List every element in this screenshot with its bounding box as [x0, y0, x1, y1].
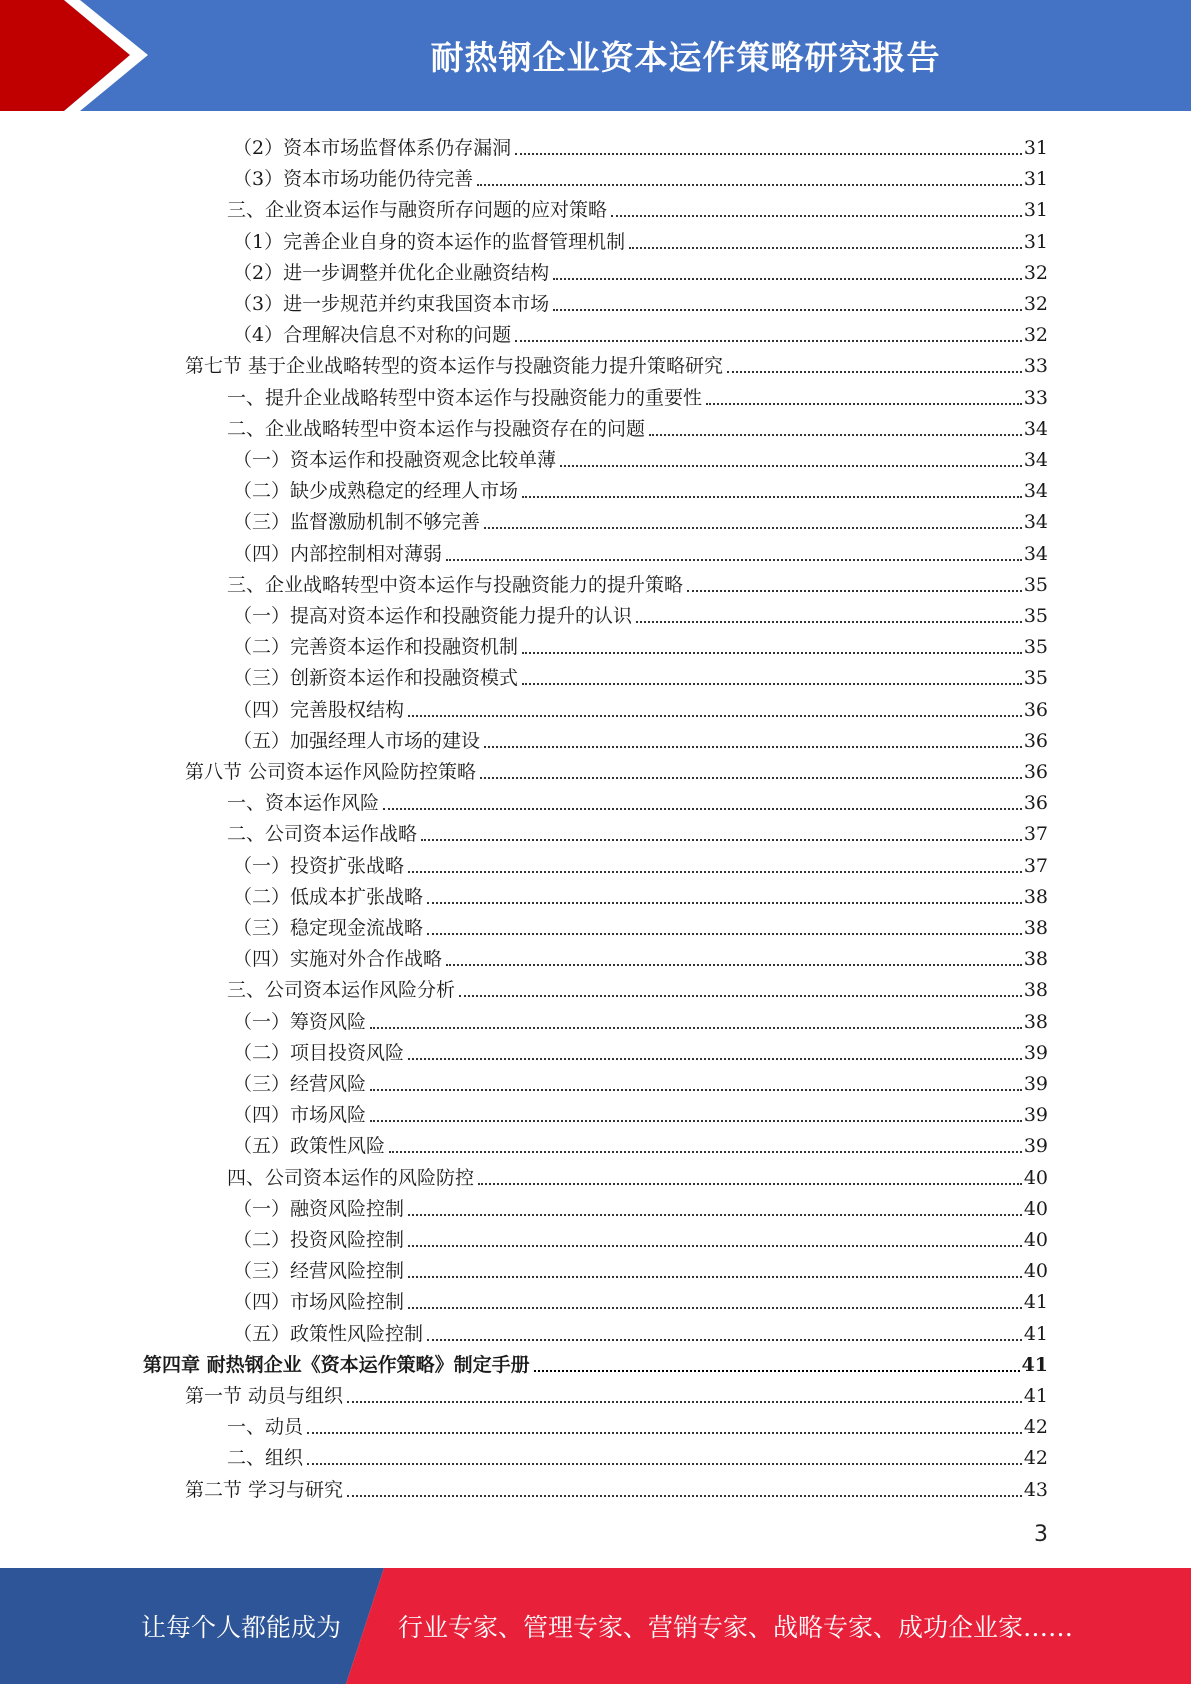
toc-dot-leader — [370, 1120, 1022, 1122]
toc-entry-page: 38 — [1023, 1010, 1048, 1033]
toc-entry-page: 35 — [1023, 573, 1048, 596]
toc-entry[interactable] — [233, 128, 1048, 159]
toc-entry[interactable] — [233, 502, 1048, 533]
toc-entry-page: 39 — [1023, 1041, 1048, 1064]
toc-entry-title: （四）市场风险 — [233, 1104, 367, 1127]
toc-entry[interactable] — [233, 690, 1048, 721]
toc-entry-page: 33 — [1023, 386, 1048, 409]
toc-entry[interactable] — [227, 814, 1048, 845]
toc-dot-leader — [649, 434, 1022, 436]
toc-entry-title: 第四章 耐热钢企业《资本运作策略》制定手册 — [143, 1353, 530, 1376]
toc-entry[interactable] — [233, 284, 1048, 315]
toc-entry[interactable] — [233, 908, 1048, 939]
toc-dot-leader — [370, 1027, 1022, 1029]
toc-dot-leader — [427, 1339, 1022, 1341]
toc-dot-leader — [727, 371, 1022, 373]
toc-entry-page: 32 — [1023, 261, 1048, 284]
toc-entry-page: 31 — [1023, 230, 1048, 253]
toc-dot-leader — [446, 559, 1022, 561]
toc-entry[interactable] — [233, 1189, 1048, 1220]
toc-entry-page: 31 — [1023, 199, 1048, 222]
toc-entry-title: （三）经营风险控制 — [233, 1260, 405, 1283]
toc-dot-leader — [370, 1089, 1022, 1091]
toc-dot-leader — [408, 1214, 1022, 1216]
toc-dot-leader — [477, 184, 1022, 186]
toc-entry-title: （一）筹资风险 — [233, 1010, 367, 1033]
toc-entry[interactable] — [233, 721, 1048, 752]
toc-entry[interactable] — [233, 222, 1048, 253]
toc-entry-title: 三、公司资本运作风险分析 — [227, 979, 456, 1002]
toc-dot-leader — [522, 683, 1022, 685]
toc-entry-title: 一、资本运作风险 — [227, 792, 380, 815]
toc-entry-page: 35 — [1023, 667, 1048, 690]
toc-entry-page: 34 — [1023, 511, 1048, 534]
toc-entry-title: 三、企业战略转型中资本运作与投融资能力的提升策略 — [227, 573, 684, 596]
footer-slogan-right: 行业专家、管理专家、营销专家、战略专家、成功企业家…… — [398, 1613, 1074, 1642]
toc-entry-title: （2）资本市场监督体系仍存漏洞 — [233, 137, 512, 159]
toc-entry[interactable] — [233, 1282, 1048, 1313]
toc-entry-title: 第二节 学习与研究 — [185, 1478, 344, 1501]
toc-entry-title: （五）政策性风险控制 — [233, 1322, 424, 1345]
toc-entry-title: （五）加强经理人市场的建设 — [233, 729, 481, 752]
toc-dot-leader — [389, 1151, 1022, 1153]
toc-entry[interactable] — [227, 1158, 1048, 1189]
toc-dot-leader — [522, 652, 1022, 654]
toc-entry[interactable] — [233, 939, 1048, 970]
toc-entry[interactable] — [233, 159, 1048, 190]
report-title: 耐热钢企业资本运作策略研究报告 — [430, 38, 941, 77]
toc-entry-page: 37 — [1023, 823, 1048, 846]
toc-dot-leader — [427, 933, 1022, 935]
toc-dot-leader — [478, 1183, 1022, 1185]
toc-entry-title: 一、动员 — [227, 1416, 304, 1439]
toc-entry-page: 32 — [1023, 324, 1048, 347]
toc-entry[interactable] — [227, 1438, 1048, 1469]
toc-entry-page: 35 — [1023, 605, 1048, 627]
toc-entry[interactable] — [233, 658, 1048, 689]
toc-entry-title: （四）内部控制相对薄弱 — [233, 542, 443, 565]
toc-dot-leader — [636, 621, 1022, 623]
toc-dot-leader — [408, 871, 1022, 873]
toc-entry[interactable] — [233, 440, 1048, 471]
toc-entry[interactable] — [185, 752, 1048, 783]
toc-entry[interactable] — [233, 471, 1048, 502]
toc-entry[interactable] — [233, 1064, 1048, 1095]
toc-entry-page: 39 — [1023, 1073, 1048, 1095]
toc-entry[interactable] — [233, 877, 1048, 908]
toc-dot-leader — [484, 527, 1022, 529]
page-header — [0, 0, 1191, 111]
toc-dot-leader — [383, 808, 1022, 810]
toc-entry-page: 32 — [1023, 293, 1048, 315]
toc-entry-page: 34 — [1023, 480, 1048, 503]
toc-entry[interactable] — [227, 409, 1048, 440]
toc-entry-page: 42 — [1023, 1447, 1048, 1470]
toc-dot-leader — [706, 403, 1022, 405]
toc-chapter-entry[interactable] — [143, 1345, 1048, 1376]
toc-entry-title: （三）稳定现金流战略 — [233, 917, 424, 939]
toc-entry-title: （二）完善资本运作和投融资机制 — [233, 636, 519, 659]
toc-dot-leader — [515, 340, 1022, 342]
toc-entry-page: 34 — [1023, 542, 1048, 565]
toc-entry-title: （三）监督激励机制不够完善 — [233, 511, 481, 534]
toc-entry-page: 40 — [1023, 1260, 1048, 1283]
toc-entry[interactable] — [233, 534, 1048, 565]
toc-entry-title: 二、组织 — [227, 1447, 304, 1470]
toc-dot-leader — [515, 153, 1022, 155]
toc-dot-leader — [553, 278, 1022, 280]
toc-entry-title: （一）提高对资本运作和投融资能力提升的认识 — [233, 605, 633, 627]
toc-entry-title: （一）融资风险控制 — [233, 1197, 405, 1220]
toc-entry-title: （4）合理解决信息不对称的问题 — [233, 324, 512, 347]
toc-dot-leader — [484, 746, 1022, 748]
toc-dot-leader — [307, 1432, 1022, 1434]
toc-dot-leader — [408, 1307, 1022, 1309]
toc-dot-leader — [687, 590, 1022, 592]
toc-entry-title: （二）投资风险控制 — [233, 1229, 405, 1251]
toc-entry-title: 第七节 基于企业战略转型的资本运作与投融资能力提升策略研究 — [185, 355, 724, 378]
toc-entry[interactable] — [233, 1314, 1048, 1345]
toc-entry-title: 三、企业资本运作与融资所存问题的应对策略 — [227, 199, 608, 222]
toc-entry-title: （二）低成本扩张战略 — [233, 885, 424, 908]
toc-entry[interactable] — [233, 596, 1048, 627]
toc-entry-page: 38 — [1023, 885, 1048, 908]
toc-entry-title: （四）完善股权结构 — [233, 698, 405, 721]
toc-entry[interactable] — [233, 627, 1048, 658]
toc-entry-title: 第八节 公司资本运作风险防控策略 — [185, 761, 477, 783]
toc-entry-title: （三）创新资本运作和投融资模式 — [233, 667, 519, 690]
toc-entry-page: 40 — [1023, 1166, 1048, 1189]
page-footer — [0, 1568, 1191, 1684]
toc-entry-page: 37 — [1023, 854, 1048, 877]
toc-dot-leader — [459, 995, 1022, 997]
toc-dot-leader — [408, 1276, 1022, 1278]
toc-entry[interactable] — [233, 253, 1048, 284]
toc-entry[interactable] — [185, 1470, 1048, 1501]
toc-dot-leader — [522, 496, 1022, 498]
toc-entry[interactable] — [233, 1033, 1048, 1064]
toc-entry-page: 38 — [1023, 979, 1048, 1002]
toc-entry[interactable] — [227, 1407, 1048, 1438]
page-number: 3 — [1034, 1522, 1048, 1547]
toc-entry[interactable] — [233, 1251, 1048, 1282]
toc-entry-title: 二、公司资本运作战略 — [227, 823, 418, 846]
toc-entry[interactable] — [185, 1376, 1048, 1407]
toc-entry-page: 31 — [1023, 168, 1048, 191]
toc-entry-page: 36 — [1023, 792, 1048, 815]
toc-entry-title: （四）实施对外合作战略 — [233, 948, 443, 971]
toc-dot-leader — [560, 465, 1022, 467]
toc-entry-page: 42 — [1023, 1416, 1048, 1439]
toc-entry-page: 39 — [1023, 1135, 1048, 1158]
toc-entry-page: 43 — [1023, 1478, 1048, 1501]
toc-entry-page: 33 — [1023, 355, 1048, 378]
toc-entry-page: 31 — [1023, 137, 1048, 159]
toc-entry[interactable] — [233, 846, 1048, 877]
toc-dot-leader — [347, 1401, 1022, 1403]
toc-entry[interactable] — [227, 190, 1048, 221]
toc-entry-title: （3）进一步规范并约束我国资本市场 — [233, 293, 550, 315]
toc-entry-title: （三）经营风险 — [233, 1073, 367, 1095]
toc-dot-leader — [629, 247, 1022, 249]
toc-dot-leader — [534, 1370, 1020, 1372]
toc-entry-title: （1）完善企业自身的资本运作的监督管理机制 — [233, 230, 626, 253]
toc-entry-title: （五）政策性风险 — [233, 1135, 386, 1158]
toc-dot-leader — [307, 1463, 1022, 1465]
toc-dot-leader — [480, 777, 1022, 779]
toc-dot-leader — [347, 1495, 1022, 1497]
toc-dot-leader — [408, 1245, 1022, 1247]
toc-entry-page: 41 — [1023, 1291, 1048, 1314]
toc-dot-leader — [611, 215, 1022, 217]
toc-dot-leader — [427, 902, 1022, 904]
toc-entry[interactable] — [233, 1002, 1048, 1033]
toc-entry-title: 二、企业战略转型中资本运作与投融资存在的问题 — [227, 417, 646, 440]
toc-entry-page: 41 — [1023, 1322, 1048, 1345]
toc-entry-page: 38 — [1023, 917, 1048, 939]
toc-entry-page: 34 — [1023, 449, 1048, 471]
toc-entry-title: （一）投资扩张战略 — [233, 854, 405, 877]
toc-entry-title: （二）缺少成熟稳定的经理人市场 — [233, 480, 519, 503]
toc-dot-leader — [553, 309, 1022, 311]
toc-entry[interactable] — [185, 346, 1048, 377]
toc-entry[interactable] — [227, 378, 1048, 409]
toc-entry[interactable] — [233, 1220, 1048, 1251]
toc-entry-title: （二）项目投资风险 — [233, 1041, 405, 1064]
red-arrow-shape — [0, 0, 130, 111]
toc-entry-title: （四）市场风险控制 — [233, 1291, 405, 1314]
toc-entry-title: （3）资本市场功能仍待完善 — [233, 168, 474, 191]
footer-slogan-left: 让每个人都能成为 — [141, 1613, 342, 1642]
toc-entry-title: 一、提升企业战略转型中资本运作与投融资能力的重要性 — [227, 386, 703, 409]
toc-entry-page: 36 — [1023, 761, 1048, 783]
toc-entry-page: 38 — [1023, 948, 1048, 971]
toc-entry[interactable] — [233, 1095, 1048, 1126]
toc-entry-page: 36 — [1023, 729, 1048, 752]
toc-entry[interactable] — [227, 783, 1048, 814]
toc-entry[interactable] — [227, 565, 1048, 596]
toc-entry-page: 41 — [1021, 1353, 1048, 1376]
toc-entry-page: 39 — [1023, 1104, 1048, 1127]
toc-entry-page: 40 — [1023, 1197, 1048, 1220]
toc-entry-page: 35 — [1023, 636, 1048, 659]
toc-entry-title: 第一节 动员与组织 — [185, 1385, 344, 1407]
toc-dot-leader — [421, 839, 1022, 841]
toc-entry-page: 34 — [1023, 417, 1048, 440]
toc-entry[interactable] — [227, 970, 1048, 1001]
toc-entry-page: 41 — [1023, 1385, 1048, 1407]
toc-dot-leader — [408, 1058, 1022, 1060]
toc-entry-title: 四、公司资本运作的风险防控 — [227, 1166, 475, 1189]
toc-entry-page: 36 — [1023, 698, 1048, 721]
toc-entry[interactable] — [233, 1126, 1048, 1157]
toc-dot-leader — [446, 964, 1022, 966]
toc-entry[interactable] — [233, 315, 1048, 346]
toc-entry-title: （一）资本运作和投融资观念比较单薄 — [233, 449, 557, 471]
toc-entry-title: （2）进一步调整并优化企业融资结构 — [233, 261, 550, 284]
toc-entry-page: 40 — [1023, 1229, 1048, 1251]
toc-dot-leader — [408, 715, 1022, 717]
